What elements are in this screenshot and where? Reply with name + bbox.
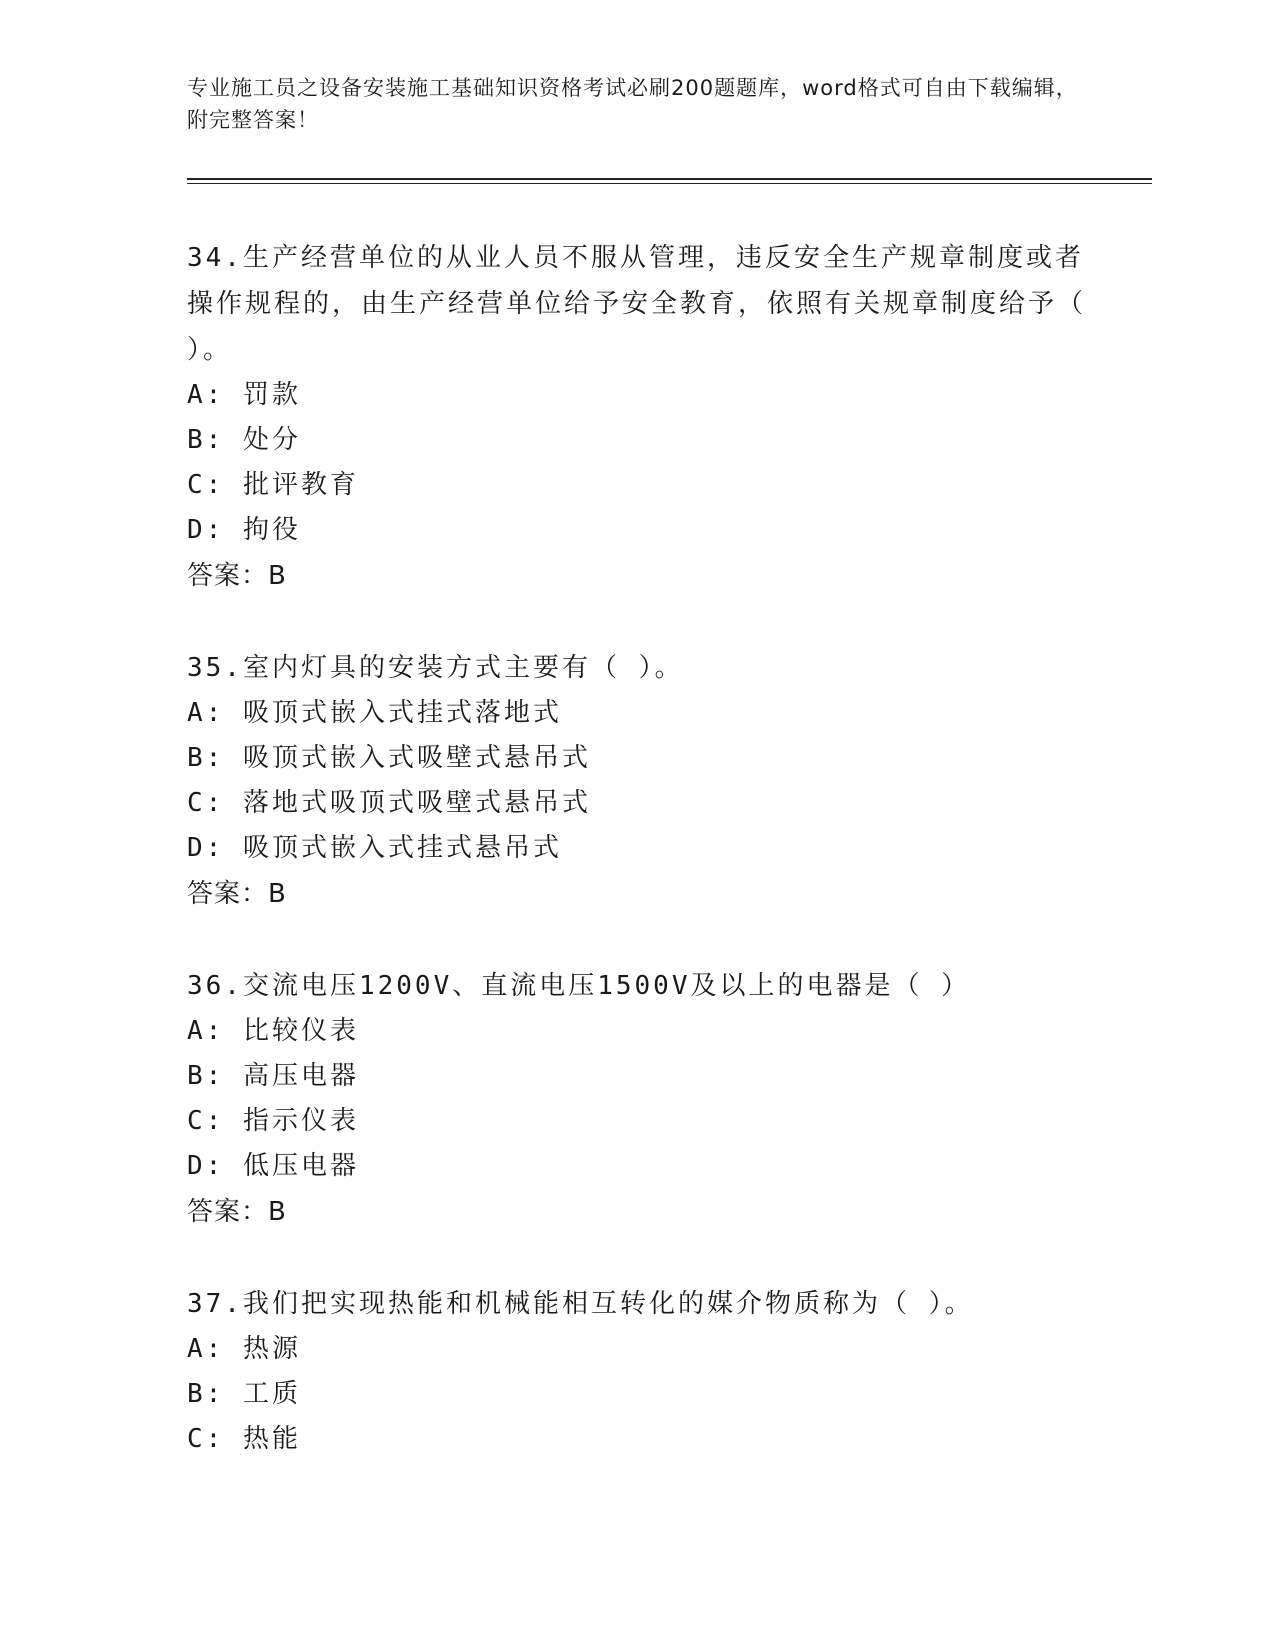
question-35 (187, 645, 1087, 917)
header-divider-thick (187, 178, 1152, 180)
option-c: C: 指示仪表 (187, 1106, 359, 1136)
answer-line: 答案：B (187, 561, 287, 591)
question-36 (187, 963, 1087, 1235)
question-stem: 34.生产经营单位的从业人员不服从管理，违反安全生产规章制度或者操作规程的，由生产经营单位给予安全教育，依照有关规章制度给予（ ）。 (187, 243, 1087, 365)
document-header: 专业施工员之设备安装施工基础知识资格考试必刷200题题库，word格式可自由下载编辑，附完整答案！ (187, 76, 1078, 132)
question-37 (187, 1281, 1087, 1462)
option-c: C: 热能 (187, 1424, 301, 1454)
option-c: C: 落地式吸顶式吸壁式悬吊式 (187, 788, 591, 818)
question-stem: 35.室内灯具的安装方式主要有（ ）。 (187, 653, 684, 683)
option-a: A: 吸顶式嵌入式挂式落地式 (187, 698, 562, 728)
answer-line: 答案：B (187, 879, 287, 909)
answer-line: 答案：B (187, 1197, 287, 1227)
option-a: A: 比较仪表 (187, 1016, 359, 1046)
option-b: B: 吸顶式嵌入式吸壁式悬吊式 (187, 743, 591, 773)
option-b: B: 处分 (187, 425, 301, 455)
option-b: B: 工质 (187, 1379, 301, 1409)
option-d: D: 低压电器 (187, 1151, 359, 1181)
option-a: A: 热源 (187, 1334, 301, 1364)
option-c: C: 批评教育 (187, 470, 359, 500)
question-stem: 37.我们把实现热能和机械能相互转化的媒介物质称为（ ）。 (187, 1289, 974, 1319)
header-divider-thin (187, 183, 1152, 184)
option-d: D: 拘役 (187, 515, 301, 545)
question-34 (187, 235, 1087, 599)
question-stem: 36.交流电压1200V、直流电压1500V及以上的电器是（ ） (187, 971, 971, 1001)
option-a: A: 罚款 (187, 380, 301, 410)
question-list (187, 235, 1087, 1508)
option-d: D: 吸顶式嵌入式挂式悬吊式 (187, 833, 562, 863)
option-b: B: 高压电器 (187, 1061, 359, 1091)
